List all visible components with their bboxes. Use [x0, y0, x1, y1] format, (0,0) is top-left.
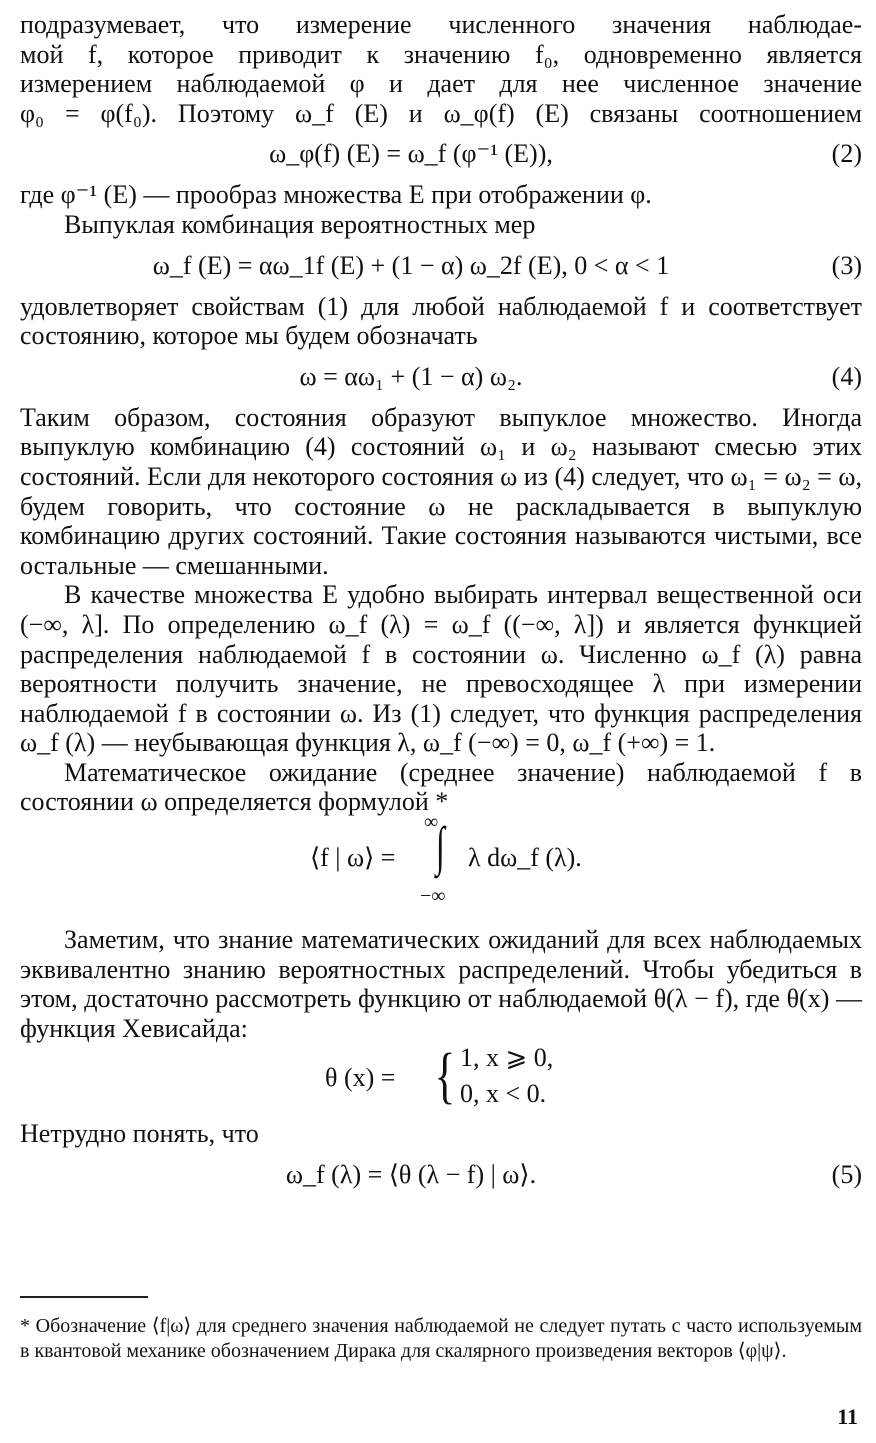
paragraph-3: Выпуклая комбинация вероятностных мер [64, 209, 536, 239]
footnote-separator [20, 1296, 148, 1298]
integral-lhs: ⟨f | ω⟩ = [310, 843, 396, 873]
equation-3-number: (3) [831, 250, 862, 280]
equation-expectation [20, 811, 862, 925]
paragraph-8: Заметим, что знание математических ожиданий для всех наблюдаемых эквивалентно знанию вероятностных распределений. Чтобы убедиться в этом, достаточно рассмотреть функцию от наблюдаемой θ(λ − f), где θ(x) — функция Хевисайда: [20, 925, 862, 1043]
paragraph-2: где φ⁻¹ (E) — прообраз множества E при отображении φ. [20, 180, 652, 210]
page-body [20, 10, 862, 1201]
paragraph-1-line: φ₀ = φ(f₀). Поэтому ω_f (E) и ω_φ(f) (E) связаны соотношением [20, 98, 862, 128]
equation-2-number: (2) [831, 139, 862, 169]
paragraph-9: Нетрудно понять, что [20, 1119, 259, 1149]
equation-2 [20, 128, 862, 180]
equation-heaviside [20, 1043, 862, 1119]
equation-3-expression: ω_f (E) = αω_1f (E) + (1 − α) ω_2f (E), 0 < α < 1 [152, 250, 670, 280]
heaviside-case-2: 0, x < 0. [460, 1079, 547, 1109]
equation-4 [20, 351, 862, 403]
equation-5-expression: ω_f (λ) = ⟨θ (λ − f) | ω⟩. [285, 1160, 537, 1190]
equation-2-expression: ω_φ(f) (E) = ω_f (φ⁻¹ (E)), [269, 139, 553, 169]
paragraph-1 [20, 10, 862, 128]
paragraph-1-line: измерением наблюдаемой φ и дает для нее численное значение [20, 69, 862, 99]
integral-body: λ dω_f (λ). [468, 843, 582, 873]
integral-sign: ∫ [435, 816, 445, 877]
equation-4-expression: ω = αω₁ + (1 − α) ω₂. [299, 361, 523, 391]
integral-upper-limit: ∞ [424, 811, 439, 834]
equation-3 [20, 240, 862, 292]
left-brace: { [434, 1042, 456, 1111]
heaviside-lhs: θ (x) = [325, 1063, 396, 1093]
footnote: * Обозначение ⟨f|ω⟩ для среднего значения наблюдаемой не следует путать с часто используемым в квантовой механике обозначением Дирака для скалярного произведения векторов ⟨φ|ψ⟩. [20, 1315, 862, 1362]
paragraph-1-line: подразумевает, что измерение численного значения наблюдае- [20, 10, 862, 39]
equation-5 [20, 1149, 862, 1201]
paragraph-7: Математическое ожидание (среднее значение) наблюдаемой f в состоянии ω определяется формулой * [20, 757, 862, 817]
paragraph-4: удовлетворяет свойствам (1) для любой наблюдаемой f и соответствует состоянию, которое мы будем обозначать [20, 291, 862, 351]
integral-lower-limit: −∞ [420, 885, 446, 908]
paragraph-1-line: мой f, которое приводит к значению f₀, одновременно является [20, 39, 862, 69]
paragraph-5: Таким образом, состояния образуют выпуклое множество. Иногда выпуклую комбинацию (4) состояний ω₁ и ω₂ называют смесью этих состояний. Если для некоторого состояния ω из (4) следует, что ω₁ = ω₂ = ω, будем говорить, что состояние ω не раскладывается в выпуклую комбинацию других состояний. Такие состояния называются чистыми, все остальные — смешанными. [20, 402, 862, 580]
paragraph-6: В качестве множества E удобно выбирать интервал вещественной оси (−∞, λ]. По определению ω_f (λ) = ω_f ((−∞, λ]) и является функцией распределения наблюдаемой f в состоянии ω. Численно ω_f (λ) равна вероятности получить значение, не превосходящее λ при измерении наблюдаемой f в состоянии ω. Из (1) следует, что функция распределения ω_f (λ) — неубывающая функция λ, ω_f (−∞) = 0, ω_f (+∞) = 1. [20, 580, 863, 758]
equation-5-number: (5) [831, 1160, 862, 1190]
equation-4-number: (4) [831, 361, 862, 391]
heaviside-case-1: 1, x ⩾ 0, [460, 1043, 554, 1073]
page-number: 11 [837, 1404, 858, 1429]
